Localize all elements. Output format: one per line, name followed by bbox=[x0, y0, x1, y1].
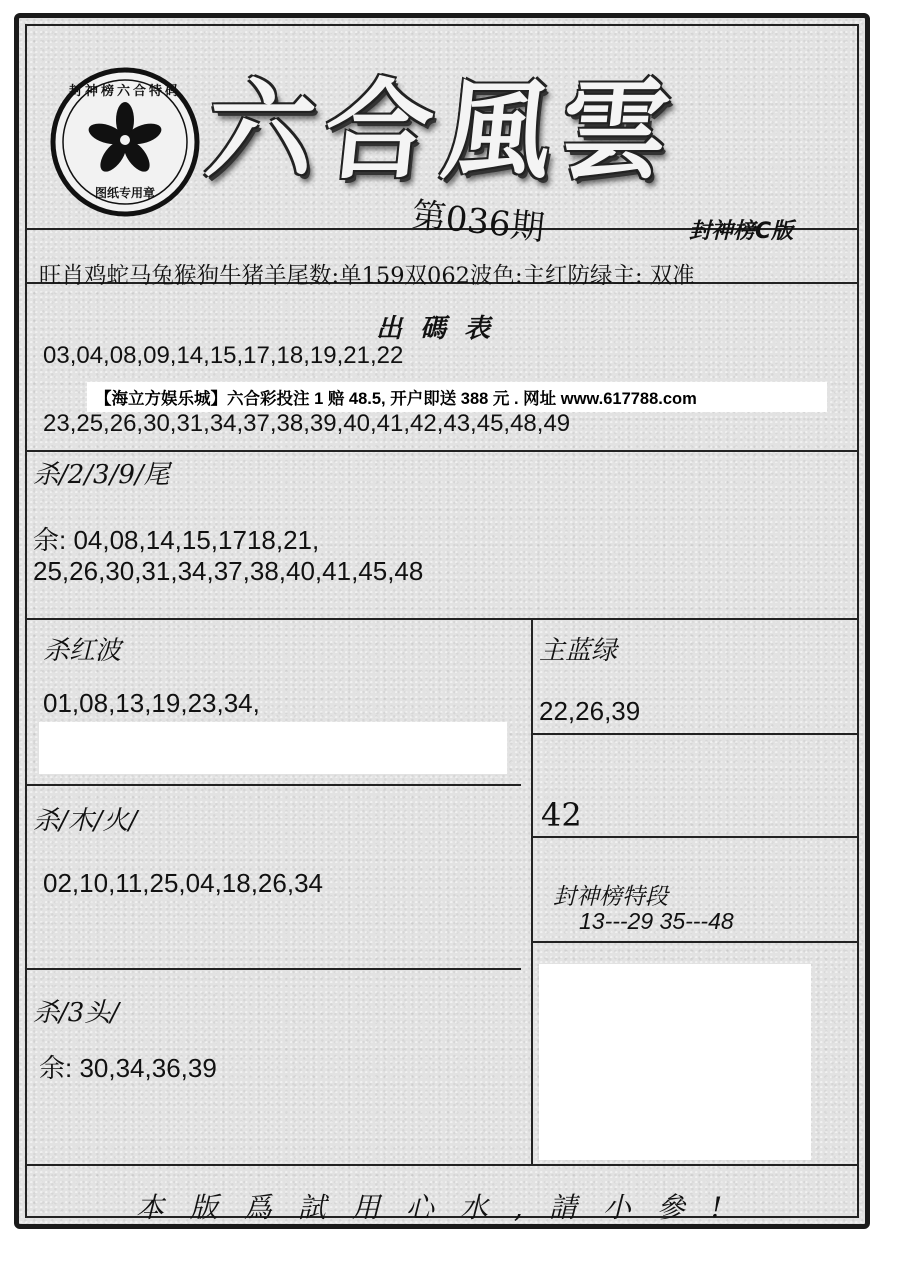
kill-red-label: 杀红波 bbox=[43, 636, 122, 666]
single-number: 42 bbox=[541, 796, 582, 834]
blank-box bbox=[39, 722, 507, 774]
edition-label: 封神榜C版 bbox=[689, 219, 794, 244]
kill-tail-remain-1: 余: 04,08,14,15,1718,21, bbox=[33, 525, 320, 555]
footer-note: 本版爲試用心水,請小參! bbox=[135, 1191, 749, 1224]
divider bbox=[27, 450, 857, 452]
newspaper-sheet bbox=[14, 13, 870, 1229]
seal-stamp bbox=[49, 66, 201, 218]
issue-number: 第036期 bbox=[409, 195, 547, 249]
kill-head-remain: 余: 30,34,36,39 bbox=[39, 1053, 217, 1083]
ad-banner: 【海立方娱乐城】六合彩投注 1 赔 48.5, 开户即送 388 元 . 网址 www.617788.com bbox=[87, 382, 827, 412]
number-line-1: 03,04,08,09,14,15,17,18,19,21,22 bbox=[43, 342, 404, 369]
seal-top-text: 封神榜六合特码 bbox=[68, 84, 181, 99]
kill-head-label: 杀/3头/ bbox=[33, 998, 120, 1028]
kill-tail-remain-2: 25,26,30,31,34,37,38,40,41,45,48 bbox=[33, 556, 424, 586]
divider bbox=[27, 968, 521, 970]
divider bbox=[27, 784, 521, 786]
divider bbox=[27, 1164, 857, 1166]
special-segment-label: 封神榜特段 bbox=[553, 884, 668, 910]
number-line-2: 23,25,26,30,31,34,37,38,39,40,41,42,43,45,48,49 bbox=[43, 410, 571, 437]
main-blue-green-numbers: 22,26,39 bbox=[539, 696, 641, 726]
content-frame bbox=[25, 24, 859, 1224]
divider bbox=[531, 941, 857, 943]
number-table-title: 出碼表 bbox=[375, 314, 508, 344]
kill-wood-fire-label: 杀/木/火/ bbox=[33, 806, 138, 836]
kill-red-numbers: 01,08,13,19,23,34, bbox=[43, 688, 260, 718]
zodiac-line: 旺肖鸡蛇马兔猴狗牛猪羊尾数:单159双062波色:主红防绿主: 双准 bbox=[39, 263, 695, 289]
divider bbox=[531, 733, 857, 735]
divider bbox=[27, 618, 857, 620]
divider bbox=[531, 836, 857, 838]
blank-box bbox=[539, 964, 811, 1160]
kill-tail-label: 杀/2/3/9/尾 bbox=[33, 460, 170, 490]
kill-wood-fire-numbers: 02,10,11,25,04,18,26,34 bbox=[43, 868, 323, 898]
masthead-title: 六合風雲 bbox=[200, 68, 686, 194]
column-divider bbox=[531, 618, 533, 1164]
seal-bottom-text: 图纸专用章 bbox=[94, 186, 155, 200]
special-segment-numbers: 13---29 35---48 bbox=[579, 908, 734, 934]
main-blue-green-label: 主蓝绿 bbox=[539, 636, 618, 666]
